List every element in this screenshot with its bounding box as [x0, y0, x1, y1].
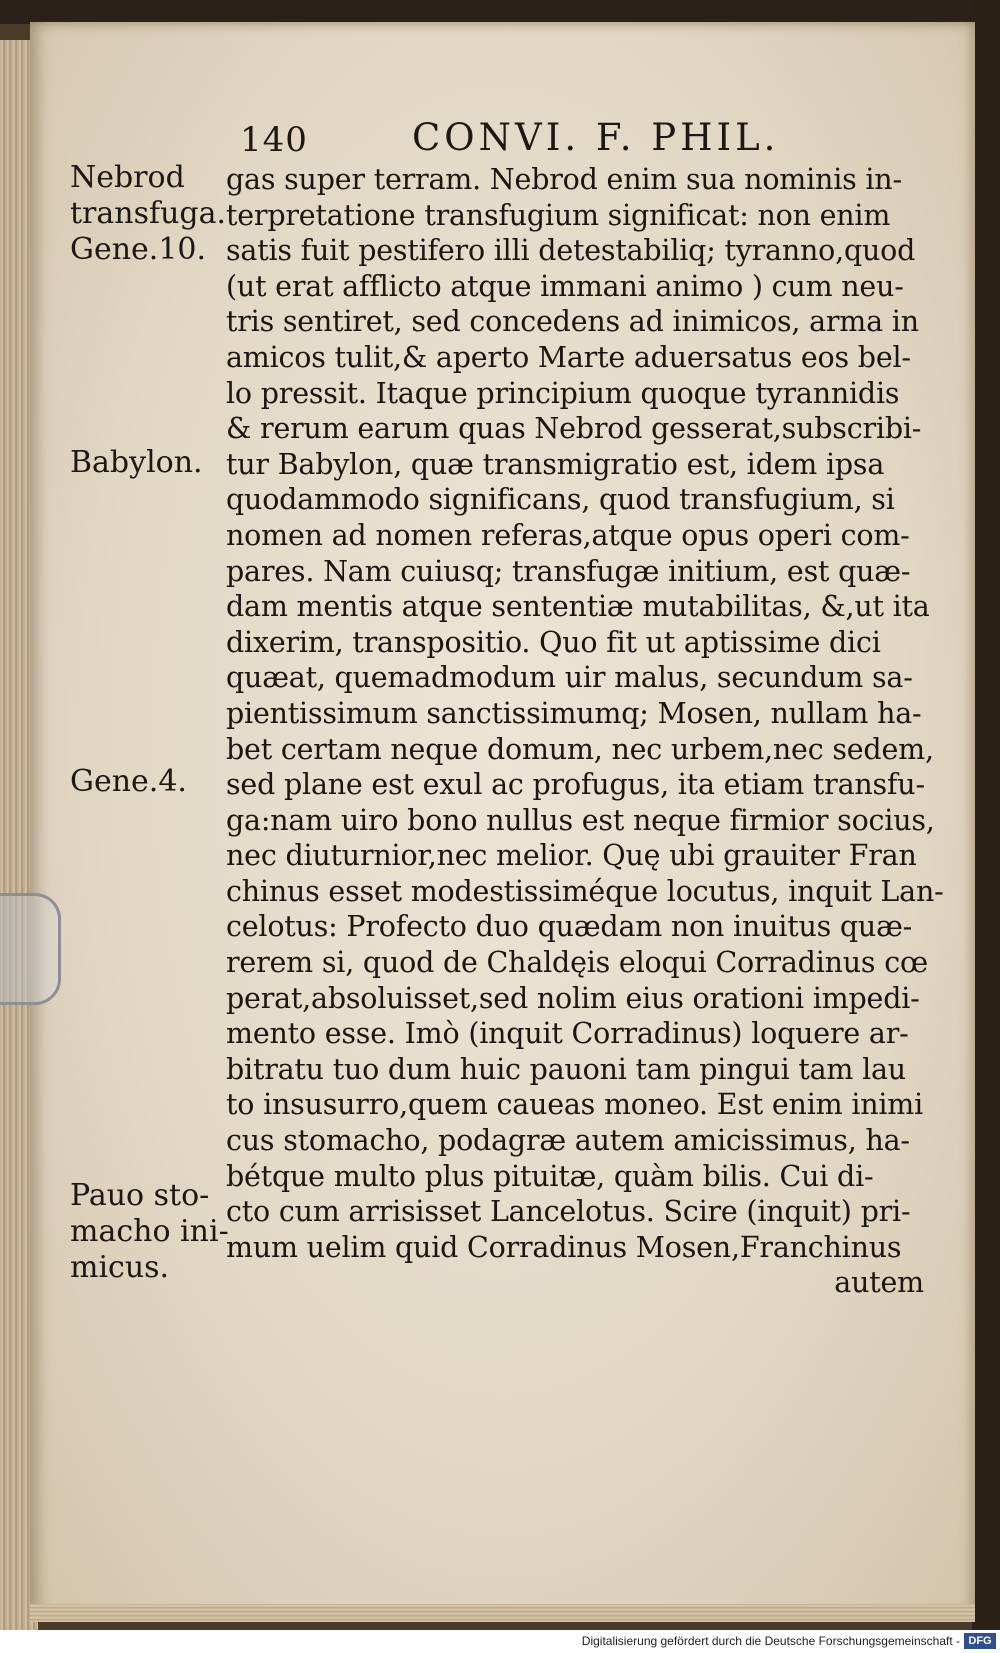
text-line: dixerim, transpositio. Quo fit ut aptissime dici: [226, 625, 881, 659]
text-line: mento esse. Imò (inquit Corradinus) loquere ar-: [226, 1017, 909, 1051]
text-line: celotus: Profecto duo quædam non inuitus quæ-: [226, 910, 913, 944]
text-line: pares. Nam cuiusq; transfugæ initium, est quæ-: [226, 554, 911, 588]
body-text: [226, 162, 944, 1301]
text-line: tur Babylon, quæ transmigratio est, idem ipsa: [226, 447, 885, 481]
text-line: lo pressit. Itaque principium quoque tyrannidis: [226, 376, 900, 410]
background-top: [0, 0, 1000, 24]
text-line: cus stomacho, podagræ autem amicissimus, ha-: [226, 1124, 910, 1158]
margin-note-transfuga: transfuga.: [70, 196, 227, 231]
text-line: pientissimum sanctissimumq; Mosen, nullam ha-: [226, 696, 922, 730]
text-line: perat,absoluisset,sed nolim eius orationi impedi-: [226, 981, 920, 1015]
catchword: autem: [834, 1266, 924, 1300]
margin-note-gene10: Gene.10.: [70, 232, 207, 267]
text-line: quodammodo significans, quod transfugium, si: [226, 483, 895, 517]
page-number: 140: [240, 120, 308, 160]
text-line: bet certam neque domum, nec urbem,nec sedem,: [226, 732, 934, 766]
text-line: terpretatione transfugium significat: non enim: [226, 198, 891, 232]
margin-note-micus: micus.: [70, 1250, 170, 1285]
running-title: CONVI. F. PHIL.: [412, 116, 780, 159]
page-bottom-edge: [30, 1604, 975, 1622]
running-head: [0, 116, 1000, 162]
margin-note-gene4: Gene.4.: [70, 764, 187, 799]
page-clip: [0, 893, 61, 1005]
text-line: ga:nam uiro bono nullus est neque firmior socius,: [226, 803, 935, 837]
text-line: sed plane est exul ac profugus, ita etiam transfu-: [226, 768, 925, 802]
margin-note-pauo: Pauo sto-: [70, 1178, 210, 1213]
text-line: nomen ad nomen referas,atque opus operi com-: [226, 518, 910, 552]
text-line: bitratu tuo dum huic pauoni tam pingui tam lau: [226, 1052, 906, 1086]
funding-credit: Digitalisierung gefördert durch die Deutsche Forschungsgemeinschaft -: [581, 1634, 960, 1648]
footer-bar: [0, 1630, 1000, 1653]
text-line: mum uelim quid Corradinus Mosen,Franchinus: [226, 1230, 902, 1264]
margin-note-nebrod: Nebrod: [70, 160, 185, 195]
dfg-logo: DFG: [964, 1633, 996, 1649]
text-line: bétque multo plus pituitæ, quàm bilis. Cui di-: [226, 1159, 874, 1193]
text-line: & rerum earum quas Nebrod gesserat,subscribi-: [226, 412, 922, 446]
text-line: gas super terram. Nebrod enim sua nominis in-: [226, 163, 902, 196]
text-line: to insusurro,quem caueas moneo. Est enim inimi: [226, 1088, 924, 1122]
text-line: tris sentiret, sed concedens ad inimicos, arma in: [226, 305, 919, 339]
text-line: amicos tulit,& aperto Marte aduersatus eos bel-: [226, 340, 911, 374]
text-line: nec diuturnior,nec melior. Quę ubi grauiter Fran: [226, 839, 917, 873]
text-line: cto cum arrisisset Lancelotus. Scire (inquit) pri-: [226, 1195, 911, 1229]
margin-note-babylon: Babylon.: [70, 445, 203, 480]
text-line: chinus esset modestissiméque locutus, inquit Lan-: [226, 874, 944, 908]
text-line: dam mentis atque sententiæ mutabilitas, &,ut ita: [226, 590, 930, 624]
background-right: [972, 0, 1000, 1630]
text-line: satis fuit pestifero illi detestabiliq; tyranno,quod: [226, 234, 916, 268]
text-line: rerem si, quod de Chaldęis eloqui Corradinus cœ: [226, 946, 928, 980]
text-line: (ut erat afflicto atque immani animo ) cum neu-: [226, 269, 904, 303]
text-line: quæat, quemadmodum uir malus, secundum sa-: [226, 661, 913, 695]
margin-note-macho: macho ini-: [70, 1214, 229, 1249]
